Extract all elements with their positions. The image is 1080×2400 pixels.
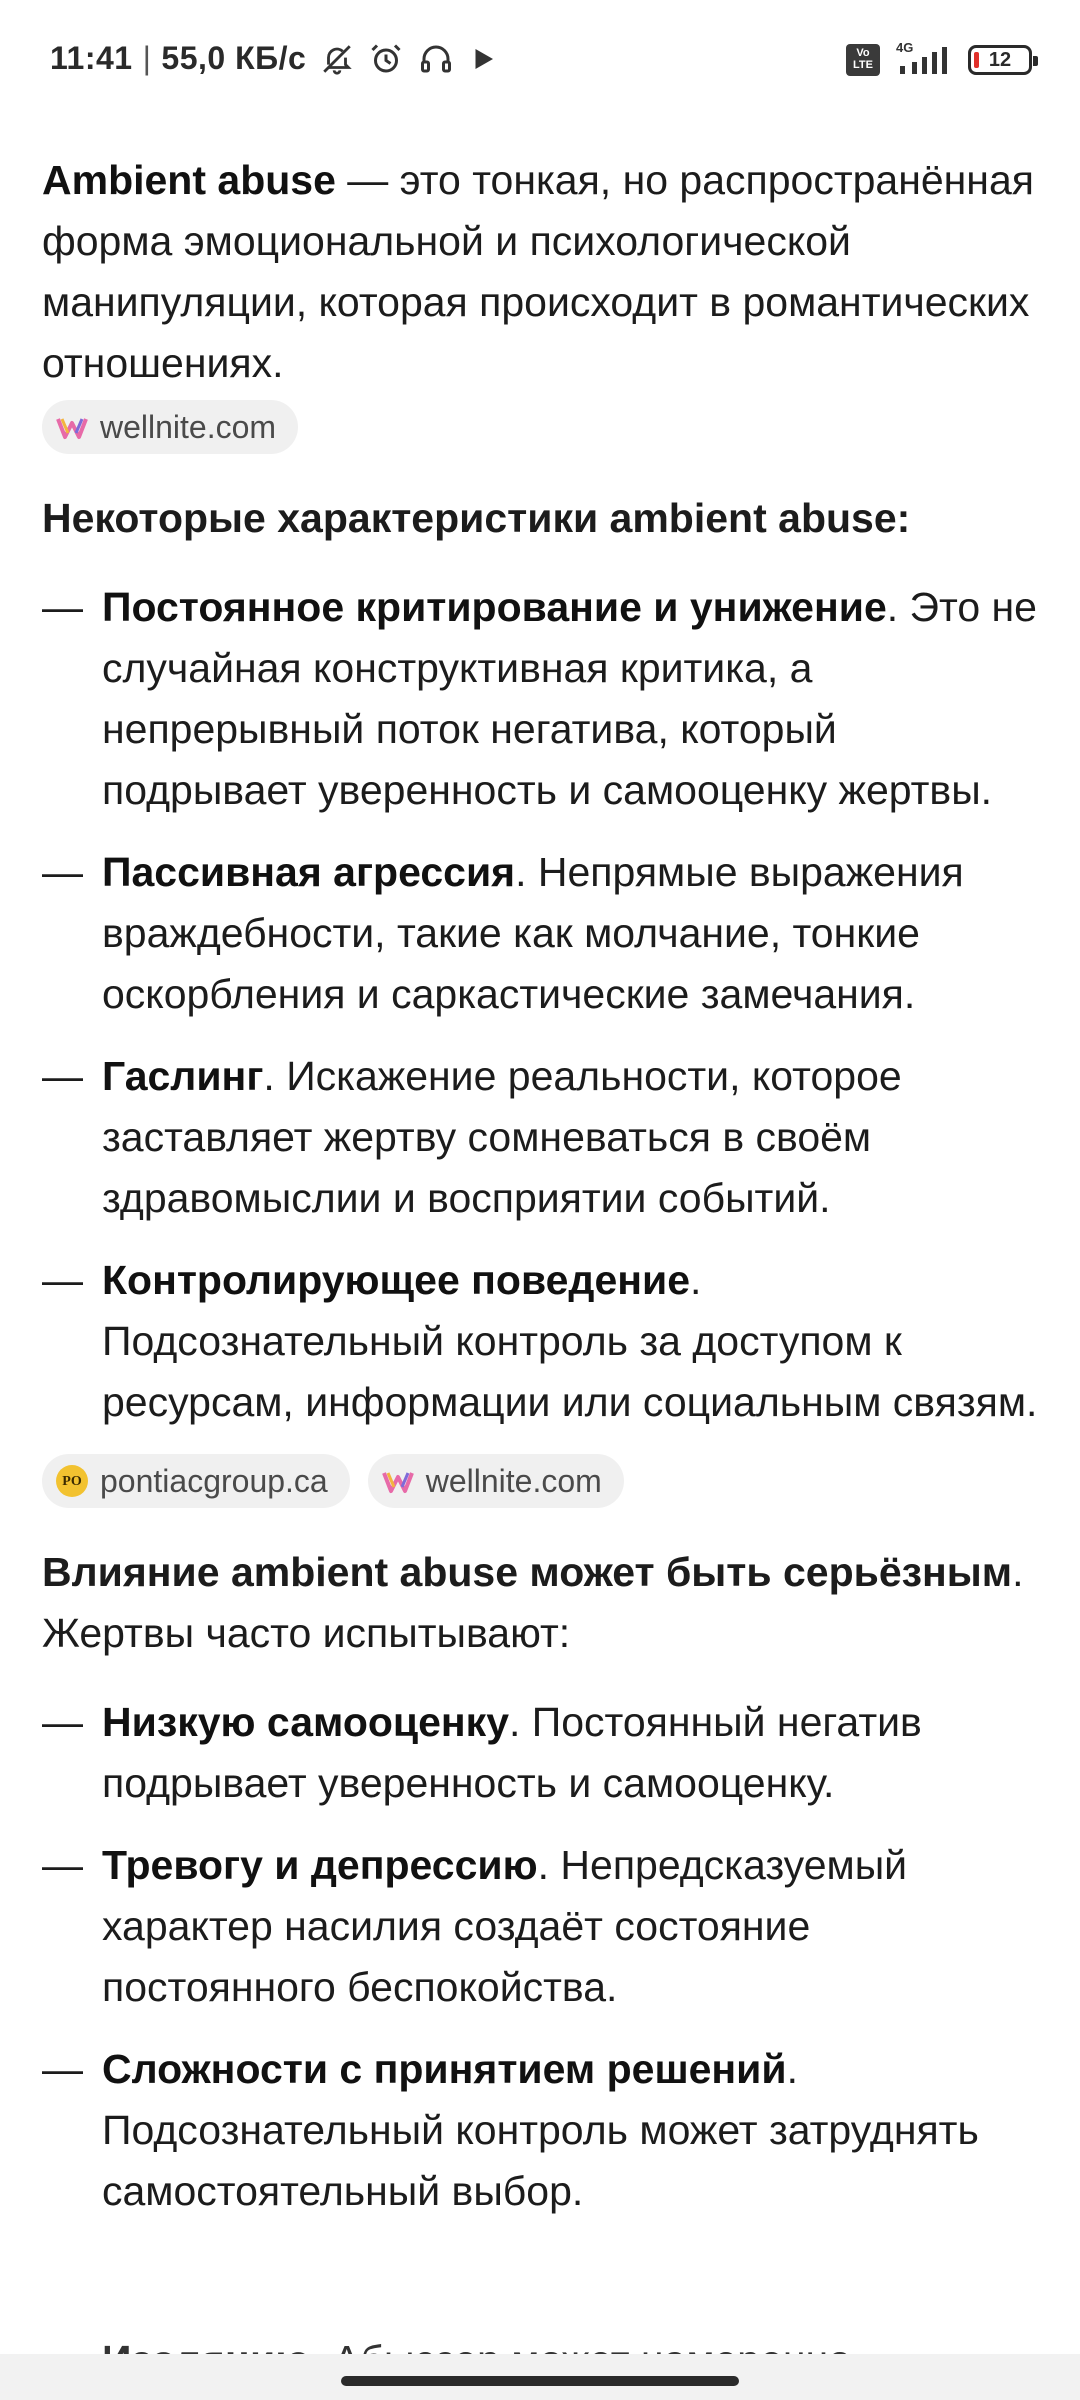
wellnite-logo-icon	[382, 1467, 414, 1495]
status-bar	[0, 0, 1080, 130]
pontiac-logo-icon: PO	[56, 1465, 88, 1497]
source-label: pontiacgroup.ca	[100, 1462, 328, 1499]
sources-row	[42, 400, 1042, 454]
section-heading-characteristics: Некоторые характеристики ambient abuse:	[42, 495, 911, 541]
list-item: — Гаслинг. Искажение реальности, которое заставляет жертву сомневаться в своём здравомыслии и восприятии событий.	[42, 1053, 902, 1221]
list-item: — Пассивная агрессия. Непрямые выражения враждебности, такие как молчание, тонкие оскорбления и саркастические замечания.	[42, 849, 964, 1017]
home-gesture-handle[interactable]	[341, 2376, 739, 2386]
sources-row	[42, 1454, 1042, 1508]
intro-paragraph	[42, 150, 1042, 394]
source-label: wellnite.com	[100, 408, 277, 445]
status-separator: |	[142, 40, 152, 76]
intro-term: Ambient abuse	[42, 157, 336, 203]
battery-level: 12	[988, 48, 1012, 71]
status-right	[846, 40, 1032, 76]
list-item: — Низкую самооценку. Постоянный негатив подрывает уверенность и самооценку.	[42, 1699, 922, 1806]
source-chip-pontiacgroup[interactable]	[42, 1454, 350, 1508]
intro-text: — это тонкая, но распространённая форма эмоциональной и психологической манипуляции, которая происходит в романтических отношениях.	[42, 157, 1034, 386]
status-left	[50, 40, 498, 77]
alarm-clock-icon	[368, 41, 404, 77]
play-icon	[468, 44, 498, 74]
volte-icon: Vo LTE	[846, 44, 880, 76]
headphones-icon	[418, 41, 454, 77]
list-item: — Тревогу и депрессию. Непредсказуемый характер насилия создаёт состояние постоянного беспокойства.	[42, 1842, 908, 2010]
source-chip-wellnite[interactable]	[42, 400, 298, 454]
battery-icon	[968, 45, 1032, 75]
source-chip-wellnite[interactable]	[368, 1454, 624, 1508]
characteristics-list	[42, 577, 1042, 1433]
status-time: 11:41	[50, 40, 133, 76]
bell-muted-icon	[320, 42, 354, 76]
source-label: wellnite.com	[425, 1462, 602, 1499]
network-speed: 55,0 КБ/с	[161, 40, 307, 76]
navigation-bar	[0, 2354, 1080, 2400]
list-item: — Контролирующее поведение. Подсознательный контроль за доступом к ресурсам, информации или социальным связям.	[42, 1257, 1038, 1425]
answer-content	[42, 150, 1042, 2243]
impact-list	[42, 1692, 1042, 2222]
wellnite-logo-icon	[56, 413, 88, 441]
section-heading-impact: Влияние ambient abuse может быть серьёзным. Жертвы часто испытывают:	[42, 1549, 1024, 1656]
list-item: — Постоянное критирование и унижение. Это не случайная конструктивная критика, а непрерывный поток негатива, который подрывает уверенность и самооценку жертвы.	[42, 584, 1037, 813]
signal-4g-icon: 4G	[894, 44, 954, 76]
list-item: — Сложности с принятием решений. Подсознательный контроль может затруднять самостоятельный выбор.	[42, 2046, 979, 2214]
